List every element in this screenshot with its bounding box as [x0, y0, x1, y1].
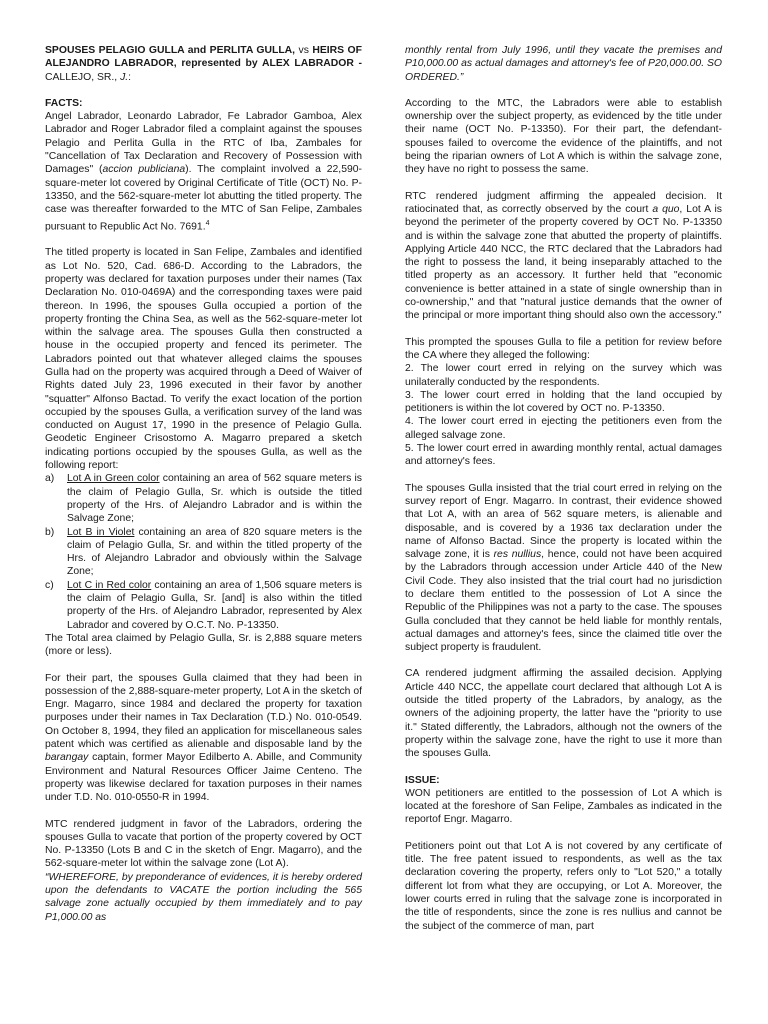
rtc-judgment: RTC rendered judgment affirming the appealed decision. It ratiocinated that, as correctly observed by the court a quo, Lot A is beyond the perimeter of the property covered by OCT No. P-13350 and is within the salvage zone that abutted the property of plaintiffs. Applying Article 440 NCC, the RTC declared that the Labradors had the right to possess the land, it being inseparably attached to the titled property as an accessory. It further held that "economic convenience is better attained in a state of single ownership than in co-ownership," and that "natural justice demands that the owner of the principal or more important thing should also own the accessory." [405, 190, 722, 322]
respondents: HEIRS OF ALEJANDRO LABRADOR, represented by ALEX LABRADOR - [45, 45, 362, 70]
ponente-j: J. [120, 71, 129, 83]
survey-report-list [45, 472, 362, 632]
list-item: b) Lot B in Violet containing an area of 820 square meters is the claim of Pelagio Gulla, Sr. and within the titled property of the Hrs. of Alejandro Labrador and obviously within the Salvage Zone; [45, 526, 362, 578]
assignment-of-errors [405, 362, 722, 468]
facts-paragraph-3: For their part, the spouses Gulla claimed that they had been in possession of the 2,888-square-meter property, Lot A in the sketch of Engr. Magarro, since 1984 and declared the property for taxation purposes under their names in Tax Declaration (T.D.) No. 010-0549. On October 8, 1994, they filed an application for miscellaneous sales patent which was certified as alienable and disposable land by the barangay captain, former Mayor Edilberto A. Abille, and Community Environment and Natural Resources Officer Jaime Centeno. The property was likewise declared for taxation purposes in their names under T.D. No. 010-0550-R in 1994. [45, 672, 362, 804]
case-title [45, 44, 362, 84]
list-item: a) Lot A in Green color containing an area of 562 square meters is the claim of Pelagio Gulla, Sr. which is outside the titled property of the Hrs. of Alejandro Labrador and is within the Salvage Zone; [45, 473, 362, 525]
list-item: 2. The lower court erred in relying on the survey which was unilaterally conducted by the respondents. [405, 363, 722, 388]
ponente: CALLEJO, SR., [45, 71, 121, 83]
issue-text: WON petitioners are entitled to the possession of Lot A which is located at the foreshore of San Felipe, Zambales as indicated in the reportof Engr. Magarro. [405, 787, 722, 826]
petitioners-contention: Petitioners point out that Lot A is not covered by any certificate of title. The free patent issued to respondents, as well as the tax declaration covering the property, refers only to "Lot 520," a totally different lot from what they are occupying, or Lot A. Moreover, the lower courts erred in ruling that the salvage zone is incorporated in the title of respondents, since the zone is res nullius and cannot be the subject of the commerce of man, part [405, 840, 722, 932]
versus: vs [295, 45, 309, 56]
list-item: 5. The lower court erred in awarding monthly rental, actual damages and attorney's fees. [405, 443, 722, 468]
mtc-dispositive-end: monthly rental from July 1996, until they vacate the premises and P10,000.00 as actual damages and attorney's fee of P20,000.00. SO ORDERED.” [405, 45, 722, 83]
facts-paragraph-1: Angel Labrador, Leonardo Labrador, Fe Labrador Gamboa, Alex Labrador and Roger Labrador filed a complaint against the spouses Pelagio and Perlita Gulla in the RTC of Iba, Zambales for "Cancellation of Tax Declaration and Recovery of Possession with Damages" (accion publiciana). The complaint involved a 22,590-square-meter lot covered by Original Certificate of Title (OCT) No. P-13350, and the 562-square-meter lot abutting the titled property. The case was thereafter forwarded to the MTC of San Felipe, Zambales pursuant to Republic Act No. 7691.$^4$ [45, 111, 362, 233]
mtc-ratio: According to the MTC, the Labradors were able to establish ownership over the subject property, as evidenced by the title under their name (OCT No. P-13350). For their part, the defendant-spouses failed to overcome the evidence of the plaintiffs, and not being the riparian owners of Lot A which is within the salvage zone, they have no right to possess the same. [405, 97, 722, 176]
petitioners-arguments: The spouses Gulla insisted that the trial court erred in relying on the survey report of Engr. Magarro. In contrast, their evidence showed that Lot A, with an area of 562 square meters, is alienable and disposable, and is covered by a 1936 tax declaration under the name of Alfonso Bactad. Since the property is located within the salvage zone, it is res nullius, hence, could not have been acquired by the Labradors through accession under Article 440 of the New Civil Code. They also insisted that the trial court had no jurisdiction to declare them entitled to the possession of Lot A since the Republic of the Philippines was not a party to the case. The spouses Gulla concluded that they cannot be held liable for monthly rentals, actual damages and attorney's fees, since the claimed title over the subject property is fraudulent. [405, 482, 723, 654]
issue-heading: ISSUE: [405, 774, 440, 786]
title-colon: : [128, 71, 132, 83]
facts-heading: FACTS: [45, 97, 83, 109]
left-column [45, 44, 362, 924]
facts-paragraph-2: The titled property is located in San Felipe, Zambales and identified as Lot No. 520, Cad. 686-D. According to the Labradors, the property was declared for taxation purposes under their names (Tax Declaration No. 010-0469A) and the corresponding taxes were paid thereon. In 1996, the spouses Gulla occupied a portion of the property fronting the China Sea, as well as the 562-square-meter lot within the salvage area. The spouses Gulla then constructed a house in the occupied property and fenced its perimeter. The Labradors pointed out that whatever alleged claims the spouses Gulla had on the property was acquired through a Deed of Waiver of Rights dated July 23, 1996 executed in their favor by another "squatter" Alfonso Bactad. To verify the exact location of the portion occupied by the spouses Gulla, a verification survey of the land was conducted on August 17, 1990 in the presence of Pelagio Gulla. Geodetic Engineer Crisostomo A. Magarro prepared a sketch indicating portions occupied by the spouses Gulla, as well as the following report: [45, 247, 362, 472]
mtc-judgment: MTC rendered judgment in favor of the Labradors, ordering the spouses Gulla to vacate that portion of the property covered by OCT No. P-13350 (Lots B and C in the sketch of Engr. Magarro), and the 562-square-meter lot within the salvage zone (Lot A). [45, 818, 362, 870]
mtc-dispositive-start: “WHEREFORE, by preponderance of evidences, it is hereby ordered upon the defendants to VACATE the portion including the 565 salvage zone actually occupied by them immediately and to pay P1,000.00 as [45, 871, 362, 923]
list-item: 3. The lower court erred in holding that the land occupied by petitioners is within the lot covered by OCT no. P-13350. [405, 389, 722, 415]
ca-petition-intro: This prompted the spouses Gulla to file a petition for review before the CA where they alleged the following: [405, 336, 722, 361]
total-area: The Total area claimed by Pelagio Gulla, Sr. is 2,888 square meters (more or less). [45, 632, 362, 658]
right-column [405, 44, 722, 933]
ca-judgment: CA rendered judgment affirming the assailed decision. Applying Article 440 NCC, the appellate court declared that although Lot A is outside the titled property of the Labradors, by analogy, as the owners of the adjoining property, the latter have the "priority to use it." Stated differently, the Labradors, although not the owners of the property within the salvage zone, have the right to use it more than the spouses Gulla. [405, 668, 722, 760]
petitioners: SPOUSES PELAGIO GULLA and PERLITA GULLA, [45, 45, 296, 56]
list-item: 4. The lower court erred in ejecting the petitioners even from the alleged salvage zone. [405, 416, 722, 441]
list-item: c) Lot C in Red color containing an area of 1,506 square meters is the claim of Pelagio Gulla, Sr. [and] is also within the titled property of the Hrs. of Alejandro Labrador, represented by Alex Labrador and covered by O.C.T. No. P-13350. [45, 579, 362, 631]
